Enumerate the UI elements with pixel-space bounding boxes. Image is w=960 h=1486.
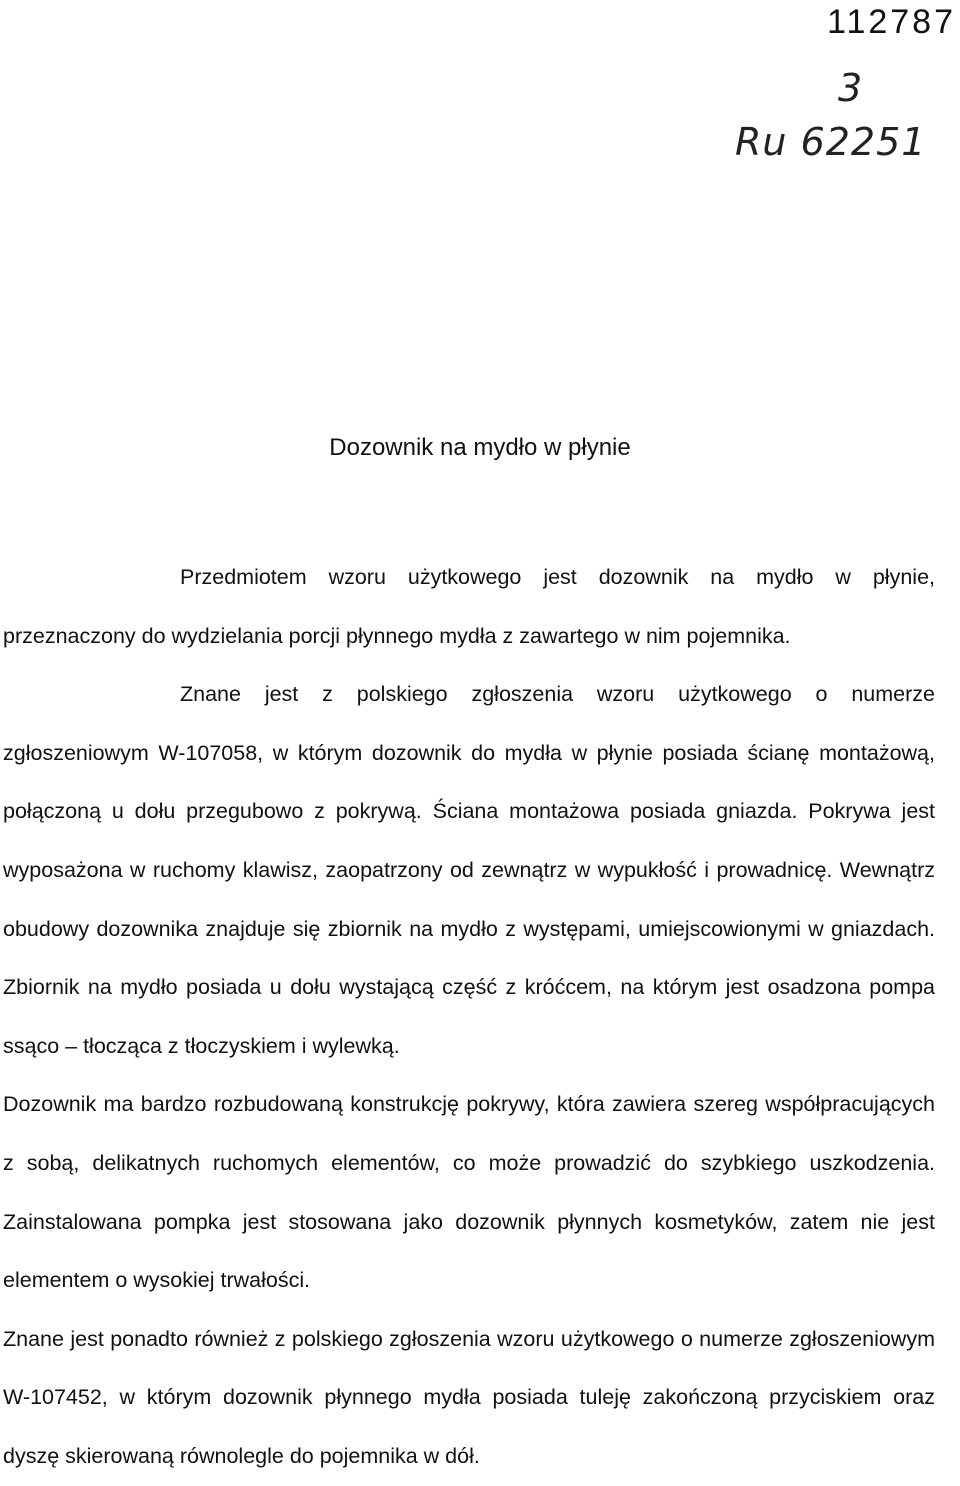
document-title: Dozownik na mydło w płynie: [329, 434, 631, 461]
handwritten-reference: Ru 62251: [735, 120, 927, 164]
document-body: [3, 548, 935, 1486]
paragraph-prior-art-1: Znane jest z polskiego zgłoszenia wzoru użytkowego o numerze zgłoszeniowym W-107058, w którym dozownik do mydła w płynie posiada ścianę montażową, połączoną u dołu przegubowo z pokrywą. Ściana montażowa posiada gniazda. Pokrywa jest wyposażona w ruchomy klawisz, zaopatrzony od zewnątrz w wypukłość i prowadnicę. Wewnątrz obudowy dozownika znajduje się zbiornik na mydło z występami, umiejscowionymi w gniazdach. Zbiornik na mydło posiada u dołu wystającą część z króćcem, na którym jest osadzona pompa ssąco – tłocząca z tłoczyskiem i wylewką.: [3, 682, 935, 1058]
paragraph-subject: Przedmiotem wzoru użytkowego jest dozownik na mydło w płynie, przeznaczony do wydzielania porcji płynnego mydła z zawartego w nim pojemnika.: [3, 565, 935, 648]
document-number: 112787: [827, 3, 956, 41]
handwritten-number: 3: [838, 66, 863, 110]
paragraph-prior-art-2: Znane jest ponadto również z polskiego zgłoszenia wzoru użytkowego o numerze zgłoszeniowym W-107452, w którym dozownik płynnego mydła posiada tuleję zakończoną przyciskiem oraz dyszę skierowaną równolegle do pojemnika w dół.: [3, 1326, 935, 1468]
paragraph-drawbacks: Dozownik ma bardzo rozbudowaną konstrukcję pokrywy, która zawiera szereg współpracujących z sobą, delikatnych ruchomych elementów, co może prowadzić do szybkiego uszkodzenia. Zainstalowana pompka jest stosowana jako dozownik płynnych kosmetyków, zatem nie jest elementem o wysokiej trwałości.: [3, 1092, 935, 1293]
